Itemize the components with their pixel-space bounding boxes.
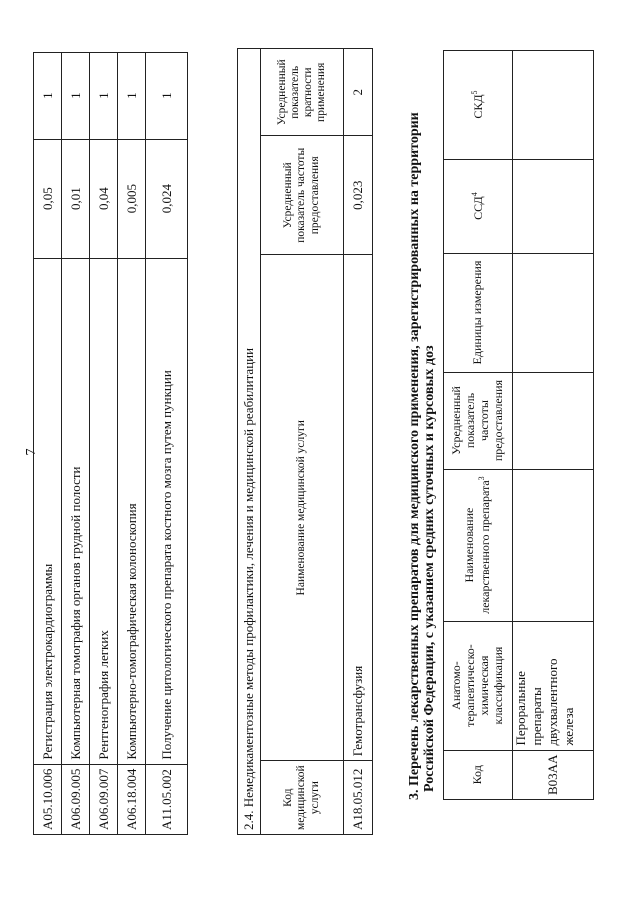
table-row xyxy=(118,52,146,834)
header-code: Код медицинской услуги xyxy=(261,761,344,835)
service-code: A06.09.005 xyxy=(62,764,90,834)
non-drug-methods-table xyxy=(237,48,373,835)
table-row xyxy=(62,52,90,834)
header-atc: Анатомо-терапевтическо-химическая классификация xyxy=(444,621,513,750)
section-heading-line-2: Российской Федерации, с указанием средних суточных и курсовых доз xyxy=(421,345,437,792)
drug-code: B03AA xyxy=(513,750,594,799)
service-name: Рентгенография легких xyxy=(90,258,118,764)
table-row xyxy=(90,52,118,834)
section-heading-line-1: 3. Перечень лекарственных препаратов для медицинского применения, зарегистрированных на территории xyxy=(407,112,422,800)
drug-name xyxy=(513,469,594,621)
footnote-mark: 4 xyxy=(470,192,480,197)
service-frequency: 0,024 xyxy=(146,139,188,258)
table-row xyxy=(513,50,594,799)
header-row xyxy=(261,49,344,835)
header-drug-name xyxy=(444,469,513,621)
header-ssd xyxy=(444,159,513,253)
service-code: A11.05.002 xyxy=(146,764,188,834)
service-code: A06.18.004 xyxy=(118,764,146,834)
service-multiplicity: 1 xyxy=(34,52,62,139)
service-code: A05.10.006 xyxy=(34,764,62,834)
service-multiplicity: 1 xyxy=(90,52,118,139)
header-drug-name-text: Наименование лекарственного препарата xyxy=(462,480,492,614)
service-name: Регистрация электрокардиограммы xyxy=(34,258,62,764)
service-frequency: 0,023 xyxy=(344,136,373,255)
table-row xyxy=(146,52,188,834)
service-frequency: 0,01 xyxy=(62,139,90,258)
header-name: Наименование медицинской услуги xyxy=(261,255,344,761)
diagnostics-table xyxy=(33,52,188,835)
footnote-mark: 5 xyxy=(470,90,480,95)
table-row xyxy=(344,49,373,835)
service-name: Компьютерно-томографическая колоноскопия xyxy=(118,258,146,764)
header-ssd-text: ССД xyxy=(471,196,486,220)
service-multiplicity: 1 xyxy=(62,52,90,139)
drug-skd xyxy=(513,50,594,159)
section-heading xyxy=(408,40,437,800)
drugs-table xyxy=(443,50,594,800)
header-frequency: Усредненный показатель частоты предоставления xyxy=(444,372,513,469)
header-skd-text: СКД xyxy=(471,94,486,119)
service-code: A18.05.012 xyxy=(344,761,373,835)
service-code: A06.09.007 xyxy=(90,764,118,834)
header-frequency: Усредненный показатель частоты предоставления xyxy=(261,136,344,255)
service-multiplicity: 1 xyxy=(118,52,146,139)
footnote-mark: 3 xyxy=(477,476,486,481)
page-number: 7 xyxy=(24,448,39,456)
drug-units xyxy=(513,253,594,372)
service-name: Компьютерная томография органов грудной полости xyxy=(62,258,90,764)
drug-frequency xyxy=(513,372,594,469)
service-frequency: 0,04 xyxy=(90,139,118,258)
header-code: Код xyxy=(444,750,513,799)
service-frequency: 0,005 xyxy=(118,139,146,258)
drug-atc: Пероральные препараты двухвалентного железа xyxy=(513,621,594,750)
drug-ssd xyxy=(513,159,594,253)
service-name: Получение цитологического препарата костного мозга путем пункции xyxy=(146,258,188,764)
table-row xyxy=(34,52,62,834)
section-title: 2.4. Немедикаментозные методы профилактики, лечения и медицинской реабилитации xyxy=(238,49,261,835)
service-name: Гемотрансфузия xyxy=(344,255,373,761)
header-skd xyxy=(444,50,513,159)
service-multiplicity: 1 xyxy=(146,52,188,139)
header-row xyxy=(444,50,513,799)
header-multiplicity: Усредненный показатель кратности применения xyxy=(261,49,344,136)
section-title-row xyxy=(238,49,261,835)
service-multiplicity: 2 xyxy=(344,49,373,136)
service-frequency: 0,05 xyxy=(34,139,62,258)
header-units: Единицы измерения xyxy=(444,253,513,372)
